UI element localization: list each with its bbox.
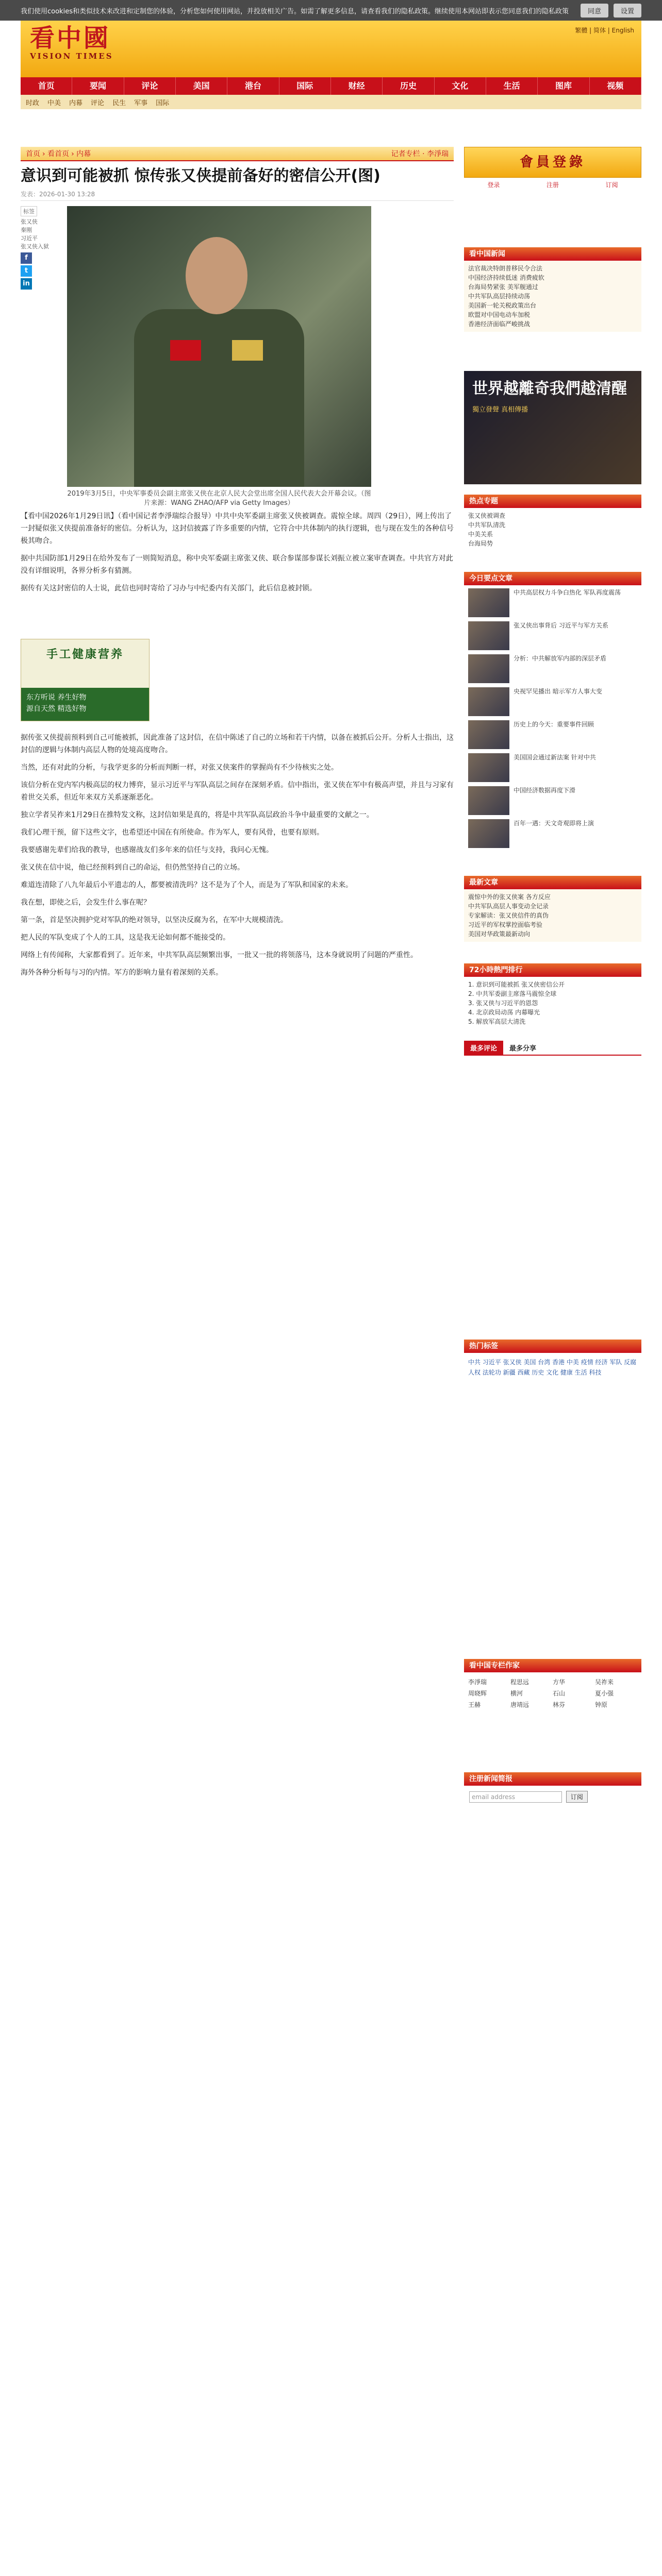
subnav-item-2[interactable]: 内幕 [69, 99, 83, 107]
paragraph: 当然，还有对此的分析，与我学更多的分析而判断一样，对张又侠案件的掌握尚有不少待核实之处。 [21, 764, 338, 772]
paragraph: 海外各种分析每与习的内情。军方的影响力量有着深刻的关系。 [21, 969, 223, 977]
today-title: 中共高层权力斗争白热化 军队再度震荡 [514, 589, 621, 596]
list-item[interactable]: 4. 北京政局动荡 内幕曝光 [468, 1009, 540, 1016]
ad-line-2: 源自天然 精选好物 [26, 705, 87, 713]
list-item[interactable]: 震惊中外的张又侠案 各方反应 [468, 893, 551, 901]
article-tag[interactable]: 习近平 [21, 235, 38, 242]
paragraph: 第一条，首是坚决拥护党对军队的绝对领导，以坚决反腐为名，在军中大规模清洗。 [21, 916, 288, 924]
sidebar-hot72 [464, 963, 641, 1029]
today-title: 历史上的今天：重要事件回顾 [514, 721, 594, 728]
nav-item-4[interactable]: 港台 [227, 77, 279, 95]
sidebar-latest-list [464, 889, 641, 942]
subnav-item-6[interactable]: 国际 [156, 99, 170, 107]
today-item[interactable] [468, 786, 637, 815]
today-thumbnail [468, 588, 509, 617]
sidebar-tags [464, 1340, 641, 1382]
today-item[interactable] [468, 687, 637, 716]
breadcrumb-item[interactable]: › 内幕 [71, 150, 91, 158]
expert-name[interactable]: 夏小强 [595, 1690, 614, 1697]
article-tag[interactable]: 张又侠 [21, 218, 38, 225]
subnav-item-5[interactable]: 军事 [134, 99, 148, 107]
today-thumbnail [468, 753, 509, 782]
nav-item-7[interactable]: 历史 [383, 77, 434, 95]
nav-item-11[interactable]: 视频 [590, 77, 641, 95]
today-thumbnail [468, 687, 509, 716]
article-photo [67, 206, 371, 487]
list-item[interactable]: 美国对华政策最新动向 [468, 930, 531, 938]
cookie-accept-button[interactable]: 同意 [581, 4, 608, 18]
ad-title: 手工健康营养 [46, 648, 124, 661]
list-item[interactable]: 中共军队高层持续动荡 [468, 293, 531, 300]
member-link[interactable]: 登录 [487, 181, 500, 189]
article-body [21, 510, 454, 600]
sidebar-latest-heading: 最新文章 [464, 876, 641, 889]
expert-name[interactable]: 钟原 [595, 1701, 608, 1708]
member-link[interactable]: 注册 [546, 181, 559, 189]
language-switcher[interactable]: 繁體 | 简体 | English [575, 27, 634, 34]
sidebar-tabs [464, 1041, 641, 1056]
expert-name[interactable]: 程思远 [510, 1679, 529, 1686]
list-item[interactable]: 欧盟对中国电动车加税 [468, 311, 531, 318]
list-item[interactable]: 香港经济面临严峻挑战 [468, 320, 531, 328]
photo-figure-body [134, 309, 304, 487]
photo-caption: 2019年3月5日，中央军事委员会副主席张又侠在北京人民大会堂出席全国人民代表大会开幕会议。（图片来源：WANG ZHAO/AFP via Getty Images） [67, 490, 371, 507]
list-item[interactable]: 专家解读：张又侠信件的真伪 [468, 912, 549, 919]
article-title: 意识到可能被抓 惊传张又侠提前备好的密信公开(图) [21, 167, 380, 185]
subnav-item-0[interactable]: 时政 [26, 99, 40, 107]
subnav-item-1[interactable]: 中美 [47, 99, 61, 107]
subnav-item-3[interactable]: 评论 [91, 99, 105, 107]
linkedin-icon[interactable]: in [21, 278, 32, 290]
nav-item-6[interactable]: 财经 [331, 77, 383, 95]
today-title: 美国国会通过新法案 针对中共 [514, 754, 596, 761]
sidebar-experts [464, 1659, 641, 1715]
sidebar-news [464, 247, 641, 332]
today-item[interactable] [468, 753, 637, 782]
nav-item-10[interactable]: 图库 [538, 77, 589, 95]
sidebar-subscribe-heading: 注册新闻简报 [464, 1772, 641, 1786]
today-thumbnail [468, 654, 509, 683]
paragraph: 【看中国2026年1月29日讯】（看中国记者李淨瑞综合报导）中共中央军委副主席张又侠被调查。震惊全球。周四（29日），网上传出了一封疑似张又侠提前准备好的密信。分析认为，这封信披露了许多重要的内情，它符合中共体制内的执行逻辑，也与现在发生的各种信号极其吻合。 [21, 512, 454, 545]
today-item[interactable] [468, 588, 637, 617]
paragraph: 张又侠在信中说，他已经预料到自己的命运，但仍然坚持自己的立场。 [21, 863, 244, 872]
list-item[interactable]: 中国经济持续低迷 消费疲软 [468, 274, 544, 281]
ad-banner-title: 世界越離奇我們越清醒 [472, 380, 627, 398]
list-item[interactable]: 美国新一轮关税政策出台 [468, 302, 537, 309]
list-item[interactable]: 3. 张又侠与习近平的恩怨 [468, 999, 538, 1007]
sidebar-tags-cloud[interactable]: 中共 习近平 张又侠 美国 台湾 香港 中美 疫情 经济 军队 反腐 人权 法轮功 新疆 西藏 历史 文化 健康 生活 科技 [468, 1359, 637, 1376]
list-item[interactable]: 台海局势紧张 美军舰通过 [468, 283, 538, 291]
list-item[interactable]: 2. 中共军委副主席落马震惊全球 [468, 990, 557, 997]
photo-ribbon-red [170, 340, 201, 361]
sidebar-news-list [464, 261, 641, 332]
photo-ribbon-gold [232, 340, 263, 361]
today-item[interactable] [468, 621, 637, 650]
sidebar-news-heading: 看中国新闻 [464, 247, 641, 261]
subscribe-form [464, 1786, 641, 1808]
nav-item-0[interactable]: 首页 [21, 77, 72, 95]
paragraph: 把人民的军队变成了个人的工具，这是我无论如何都不能接受的。 [21, 934, 230, 942]
member-link[interactable]: 订阅 [605, 181, 618, 189]
breadcrumb [21, 147, 454, 161]
today-item[interactable] [468, 654, 637, 683]
breadcrumb-path [26, 148, 93, 159]
today-title: 中国经济数据再度下滑 [514, 787, 576, 794]
paragraph: 独立学者吴祚来1月29日在推特发文称，这封信如果是真的，将是中共军队高层政治斗争中最重要的文献之一。 [21, 811, 374, 819]
tags-label: 标签 [21, 206, 37, 216]
list-item[interactable]: 法官裁决特朗普移民令合法 [468, 265, 543, 272]
sidebar-today-list [464, 585, 641, 855]
sidebar-experts-heading: 看中国专栏作家 [464, 1659, 641, 1672]
expert-name[interactable]: 李淨瑞 [468, 1679, 487, 1686]
tab-most-comments[interactable]: 最多评论 [464, 1041, 503, 1055]
member-links [464, 180, 641, 189]
sidebar-subscribe [464, 1772, 641, 1808]
expert-name[interactable]: 方华 [553, 1679, 566, 1686]
sub-nav [21, 95, 641, 109]
article-date: 发表：2026-01-30 13:28 [21, 190, 454, 201]
paragraph: 我们心理干预，留下这些文字，也希望还中国在有所使命。作为军人，要有风骨，也要有原则。 [21, 828, 324, 837]
comment-share-tabs [464, 1041, 641, 1056]
nav-item-1[interactable]: 要闻 [72, 77, 124, 95]
list-item[interactable]: 5. 解放军高层大清洗 [468, 1018, 526, 1025]
floating-ad[interactable] [21, 639, 150, 721]
email-input[interactable]: email address [469, 1791, 562, 1803]
article-body-continued [21, 732, 454, 984]
sidebar-hot72-heading: 72小時熱門排行 [464, 963, 641, 977]
tab-most-shares[interactable]: 最多分享 [509, 1045, 537, 1053]
list-item[interactable]: 习近平的军权掌控面临考验 [468, 921, 543, 928]
today-thumbnail [468, 786, 509, 815]
expert-name[interactable]: 横河 [510, 1690, 523, 1697]
expert-name[interactable]: 林芬 [553, 1701, 566, 1708]
article-tag[interactable]: 张又侠入狱 [21, 243, 49, 250]
nav-item-3[interactable]: 美国 [176, 77, 227, 95]
paragraph: 我在想，即使之后，会发生什么事在呢？ [21, 899, 151, 907]
list-item[interactable]: 台海局势 [468, 540, 493, 547]
member-login-button[interactable]: 會員登錄 [464, 147, 641, 178]
today-title: 张又侠出事背后 习近平与军方关系 [514, 622, 608, 629]
today-item[interactable] [468, 819, 637, 848]
today-thumbnail [468, 720, 509, 749]
breadcrumb-item[interactable]: 首页 [26, 150, 40, 158]
sidebar-hot-list [464, 508, 641, 551]
subscribe-button[interactable]: 订阅 [566, 1791, 588, 1803]
twitter-icon[interactable]: t [21, 265, 32, 277]
cookie-text: 我们使用cookies和类似技术来改进和定制您的体验，分析您如何使用网站，并投放相关广告。如需了解更多信息，请查看我们的隐私政策。继续使用本网站即表示您同意我们的隐私政策 [21, 7, 569, 15]
expert-name[interactable]: 王赫 [468, 1701, 481, 1708]
paragraph: 我要感谢先辈们给我的教导，也感谢战友们多年来的信任与支持，我问心无愧。 [21, 846, 273, 854]
ad-footer [21, 688, 149, 721]
article-tags [21, 218, 52, 251]
nav-item-5[interactable]: 国际 [279, 77, 331, 95]
breadcrumb-author[interactable]: 记者专栏 · 李淨瑞 [391, 150, 449, 158]
sidebar-hot-heading: 热点专题 [464, 495, 641, 508]
paragraph: 据中共国防部1月29日在给外发布了一则简短消息，称中央军委副主席张又侠、联合参谋部参谋长刘振立被立案审查调查。中共官方对此没有详细说明，各界分析多有猜测。 [21, 554, 453, 575]
today-title: 百年一遇：天文奇观即将上演 [514, 820, 594, 827]
expert-name[interactable]: 石山 [553, 1690, 566, 1697]
today-thumbnail [468, 621, 509, 650]
list-item[interactable]: 张又侠被调查 [468, 512, 506, 519]
subnav-item-4[interactable]: 民生 [112, 99, 126, 107]
ad-line-1: 东方听说 养生好物 [26, 693, 87, 702]
list-item[interactable]: 中共军队清洗 [468, 521, 506, 529]
sidebar-today-heading: 今日要点文章 [464, 572, 641, 585]
today-title: 央视罕见播出 暗示军方人事大变 [514, 688, 602, 695]
photo-figure-face [186, 237, 247, 314]
sidebar-latest [464, 876, 641, 942]
site-header [21, 21, 641, 77]
expert-name[interactable]: 周晓辉 [468, 1690, 487, 1697]
sidebar-experts-grid [464, 1672, 641, 1715]
today-item[interactable] [468, 720, 637, 749]
logo-chinese: 看中國 [30, 24, 111, 53]
nav-item-9[interactable]: 生活 [486, 77, 538, 95]
paragraph: 据传张又侠提前预料到自己可能被抓，因此准备了这封信，在信中陈述了自己的立场和若干内情，以备在被抓后公开。分析人士指出，这封信的逻辑与体制内高层人物的处境高度吻合。 [21, 734, 454, 754]
article-tag[interactable]: 秦刚 [21, 227, 32, 233]
list-item[interactable]: 中美关系 [468, 531, 493, 538]
ad-banner-subtitle: 獨立發聲 真相傳播 [472, 406, 528, 414]
sidebar-today [464, 572, 641, 855]
list-item[interactable]: 中共军队高层人事变动全记录 [468, 903, 549, 910]
breadcrumb-item[interactable]: › 看首页 [42, 150, 70, 158]
nav-item-2[interactable]: 评论 [124, 77, 176, 95]
logo-english: VISION TIMES [30, 52, 113, 61]
paragraph: 难道连清除了八九年最后小平遗志的人，都要被清洗吗？这不是为了个人，而是为了军队和国家的未来。 [21, 881, 353, 889]
share-panel [21, 206, 52, 291]
paragraph: 网络上有传闻称，大家都看到了。近年来，中共军队高层频繁出事，一批又一批的将领落马，这本身就说明了问题的严重性。 [21, 951, 418, 959]
cookie-banner [0, 0, 662, 21]
site-logo[interactable] [30, 25, 113, 61]
sidebar-hot72-list [464, 977, 641, 1029]
paragraph: 该信分析在党内军内极高层的权力博弈，显示习近平与军队高层之间存在深刻矛盾。信中指出，张又侠在军中有极高声望，并且与习家有着世交关系，但近年来双方关系逐渐恶化。 [21, 781, 454, 802]
nav-item-8[interactable]: 文化 [435, 77, 486, 95]
expert-name[interactable]: 唐靖远 [510, 1701, 529, 1708]
facebook-icon[interactable]: f [21, 252, 32, 264]
sidebar-ad-banner[interactable] [464, 371, 641, 484]
main-nav [21, 77, 641, 95]
paragraph: 据传有关这封密信的人士说，此信也同时寄给了习办与中纪委内有关部门，此后信息被封锁。 [21, 584, 317, 592]
today-title: 分析：中共解放军内部的深层矛盾 [514, 655, 607, 662]
list-item[interactable]: 1. 意识到可能被抓 张又侠密信公开 [468, 981, 565, 988]
cookie-settings-button[interactable]: 设置 [614, 4, 641, 18]
sidebar-tags-heading: 热门标签 [464, 1340, 641, 1353]
today-thumbnail [468, 819, 509, 848]
sidebar-hot [464, 495, 641, 551]
expert-name[interactable]: 吴祚来 [595, 1679, 614, 1686]
